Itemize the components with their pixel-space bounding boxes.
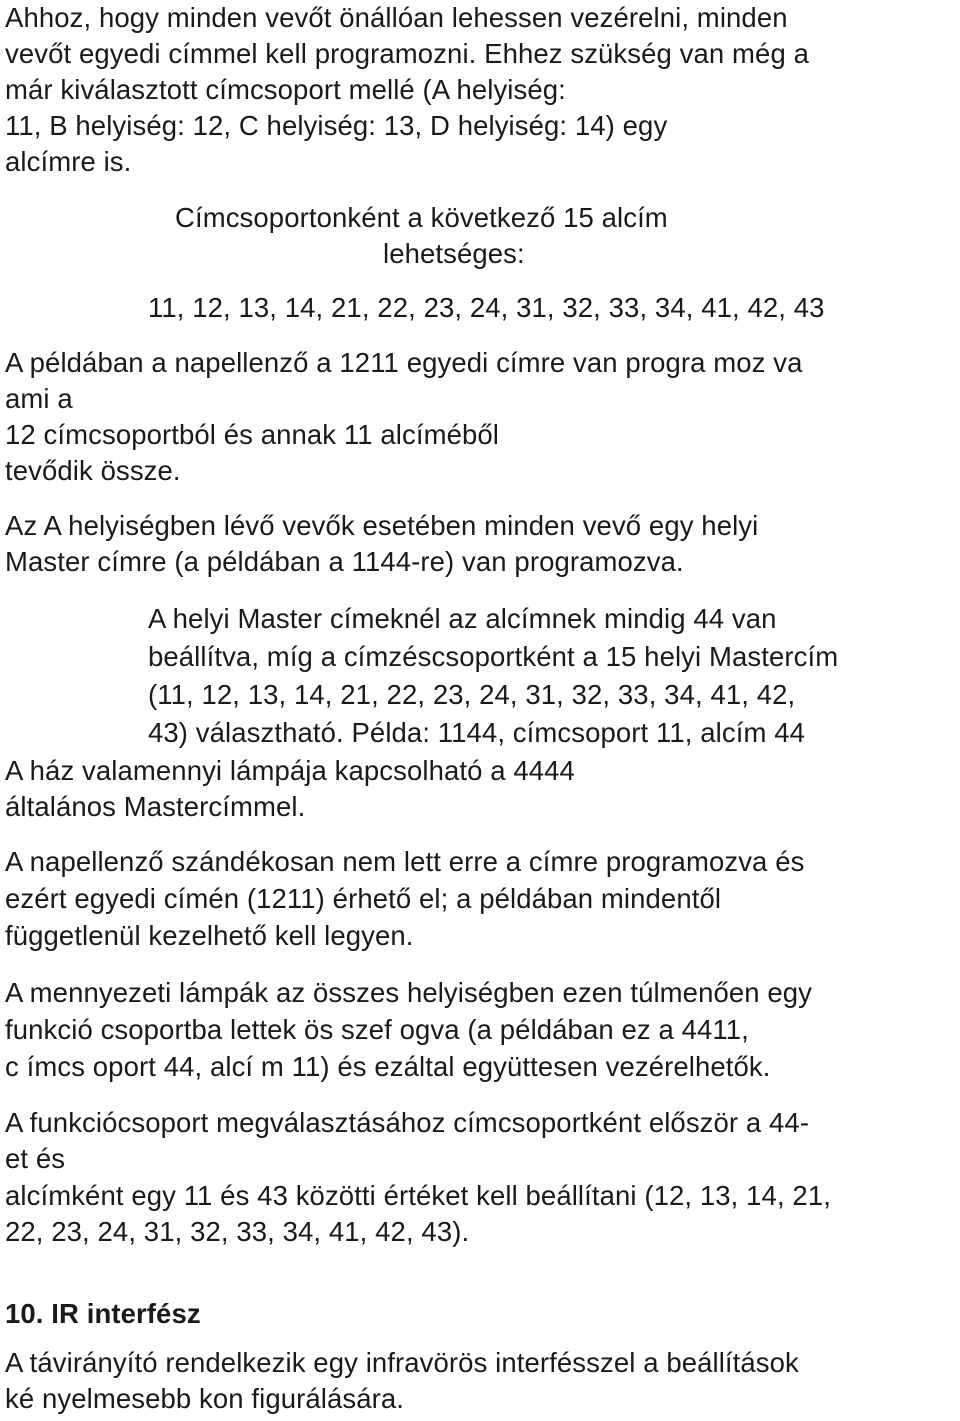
text-line: ké nyelmesebb kon figurálására. — [5, 1383, 405, 1414]
text-line: et és — [5, 1143, 66, 1174]
text-line: 11, B helyiség: 12, C helyiség: 13, D helyiség: 14) egy — [5, 110, 668, 141]
text-line: A példában a napellenző a 1211 egyedi címre van progra moz va — [5, 347, 803, 378]
text-line: ami a — [5, 383, 73, 414]
text-line: alcímre is. — [5, 146, 132, 177]
text-line: tevődik össze. — [5, 455, 181, 486]
indented-text-line: (11, 12, 13, 14, 21, 22, 23, 24, 31, 32, 33, 34, 41, 42, — [148, 679, 796, 710]
centered-text-line: lehetséges: — [383, 238, 525, 269]
text-line: Master címre (a példában a 1144-re) van programozva. — [5, 546, 684, 577]
indented-text-line: 43) választható. Példa: 1144, címcsoport 11, alcím 44 — [148, 717, 805, 748]
text-line: A mennyezeti lámpák az összes helyiségben ezen túlmenően egy — [5, 977, 813, 1008]
centered-text-line: Címcsoportonként a következő 15 alcím — [175, 202, 668, 233]
text-line: vevőt egyedi címmel kell programozni. Ehhez szükség van még a — [5, 38, 809, 69]
text-line: ezért egyedi címén (1211) érhető el; a példában mindentől — [5, 883, 722, 914]
text-line: már kiválasztott címcsoport mellé (A helyiség: — [5, 74, 566, 105]
text-line: A napellenző szándékosan nem lett erre a címre programozva és — [5, 846, 805, 877]
indented-text-line: beállítva, míg a címzéscsoportként a 15 helyi Mastercím — [148, 641, 839, 672]
text-line: Ahhoz, hogy minden vevőt önállóan lehessen vezérelni, minden — [5, 2, 788, 33]
section-heading: 10. IR interfész — [5, 1298, 201, 1329]
text-line: Az A helyiségben lévő vevők esetében minden vevő egy helyi — [5, 510, 759, 541]
text-line: függetlenül kezelhető kell legyen. — [5, 920, 414, 951]
subaddress-list: 11, 12, 13, 14, 21, 22, 23, 24, 31, 32, 33, 34, 41, 42, 43 — [148, 292, 825, 323]
text-line: A ház valamennyi lámpája kapcsolható a 4444 — [5, 755, 575, 786]
text-line: alcímként egy 11 és 43 közötti értéket kell beállítani (12, 13, 14, 21, — [5, 1180, 831, 1211]
text-line: A funkciócsoport megválasztásához címcsoportként először a 44- — [5, 1107, 810, 1138]
text-line: c ímcs oport 44, alcí m 11) és ezáltal együttesen vezérelhetők. — [5, 1051, 771, 1082]
text-line: A távirányító rendelkezik egy infravörös interfésszel a beállítások — [5, 1347, 799, 1378]
text-line: 12 címcsoportból és annak 11 alcíméből — [5, 419, 499, 450]
text-line: 22, 23, 24, 31, 32, 33, 34, 41, 42, 43). — [5, 1216, 470, 1247]
text-line: általános Mastercímmel. — [5, 791, 306, 822]
text-line: funkció csoportba lettek ös szef ogva (a példában ez a 4411, — [5, 1014, 749, 1045]
indented-text-line: A helyi Master címeknél az alcímnek mindig 44 van — [148, 603, 777, 634]
